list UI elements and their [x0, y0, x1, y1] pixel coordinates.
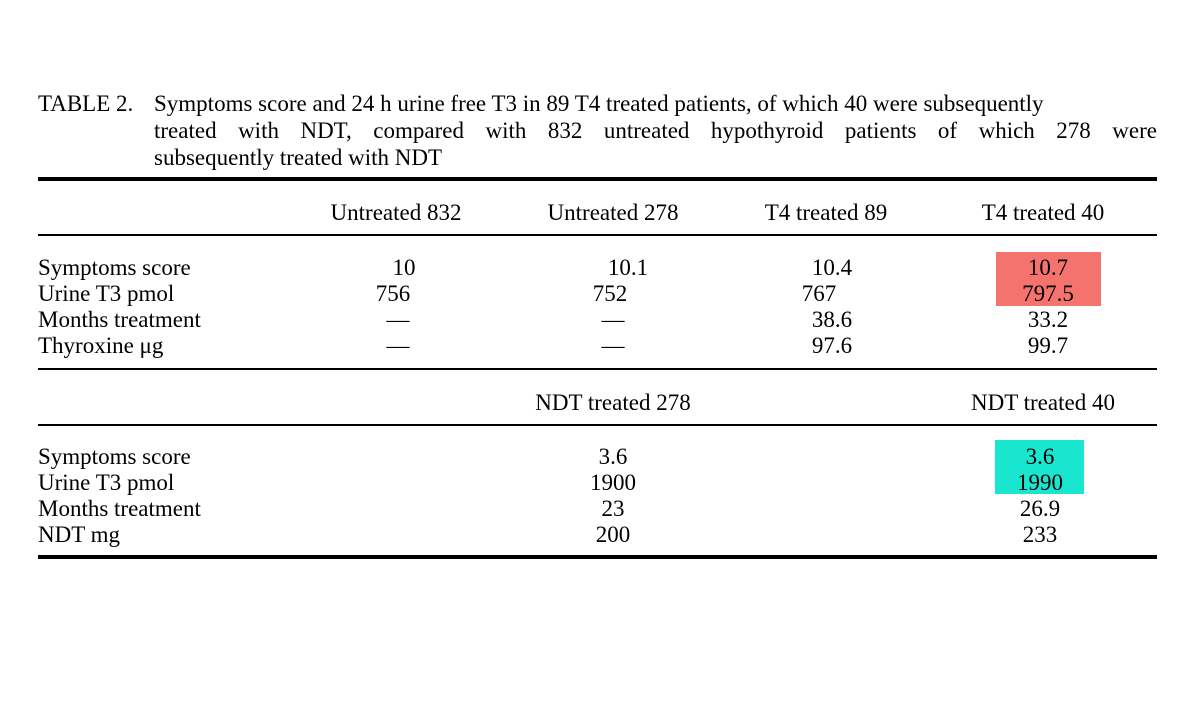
table1-header-untreated-832: Untreated 832	[330, 200, 462, 225]
table2-header-ndt-treated-278: NDT treated 278	[535, 390, 691, 415]
table-caption-line-1: Symptoms score and 24 h urine free T3 in 89 T4 treated patients, of which 40 were subsequently	[154, 91, 1044, 116]
table2-row-label-symptoms-score: Symptoms score	[38, 444, 191, 469]
table1-header-t4-treated-40: T4 treated 40	[981, 200, 1105, 225]
table1-cell: 33.2	[1027, 307, 1069, 332]
table1-cell: 99.7	[1027, 333, 1069, 358]
table1-cell: —	[601, 307, 625, 332]
table1-cell-highlighted: 797.5	[1022, 281, 1074, 306]
table2-row-label-ndt-mg: NDT mg	[38, 522, 120, 547]
table1-cell: 767	[801, 281, 837, 306]
table1-cell: 97.6	[811, 333, 853, 358]
table1-cell: 756	[375, 281, 411, 306]
table1-row-label-symptoms-score: Symptoms score	[38, 255, 191, 280]
table-bottom-rule	[38, 555, 1157, 559]
table1-header-t4-treated-89: T4 treated 89	[764, 200, 888, 225]
table1-cell: 38.6	[811, 307, 853, 332]
table1-header-untreated-278: Untreated 278	[547, 200, 679, 225]
table1-cell: 10.1	[607, 255, 649, 280]
table2-cell: 1900	[590, 470, 636, 495]
table1-cell: —	[386, 307, 410, 332]
section-divider-rule	[38, 368, 1157, 370]
table1-row-label-months-treatment: Months treatment	[38, 307, 201, 332]
table-caption-label: TABLE 2.	[38, 91, 134, 116]
table2-cell: 200	[595, 522, 631, 547]
table-top-rule	[38, 177, 1157, 181]
table-caption-line-2: treated with NDT, compared with 832 untreated hypothyroid patients of which 278 were	[154, 118, 1157, 143]
table1-cell: 10.4	[811, 255, 853, 280]
table1-header-rule	[38, 234, 1157, 236]
table1-cell-highlighted: 10.7	[1027, 255, 1069, 280]
table2-row-label-urine-t3: Urine T3 pmol	[38, 470, 175, 495]
table2-cell: 3.6	[598, 444, 628, 469]
table1-cell: —	[601, 333, 625, 358]
table2-cell: 233	[1022, 522, 1058, 547]
table2-header-rule	[38, 424, 1157, 426]
table2-cell: 23	[601, 496, 625, 521]
table2-header-ndt-treated-40: NDT treated 40	[971, 390, 1115, 415]
table2-cell: 26.9	[1019, 496, 1061, 521]
table2-cell-highlighted: 1990	[1017, 470, 1063, 495]
table1-row-label-thyroxine: Thyroxine μg	[38, 333, 164, 358]
table2-cell-highlighted: 3.6	[1025, 444, 1055, 469]
table1-cell: 10	[392, 255, 416, 280]
table1-cell: —	[386, 333, 410, 358]
table2-row-label-months-treatment: Months treatment	[38, 496, 201, 521]
table1-row-label-urine-t3: Urine T3 pmol	[38, 281, 175, 306]
table-caption-line-3: subsequently treated with NDT	[154, 145, 443, 170]
table1-cell: 752	[592, 281, 628, 306]
